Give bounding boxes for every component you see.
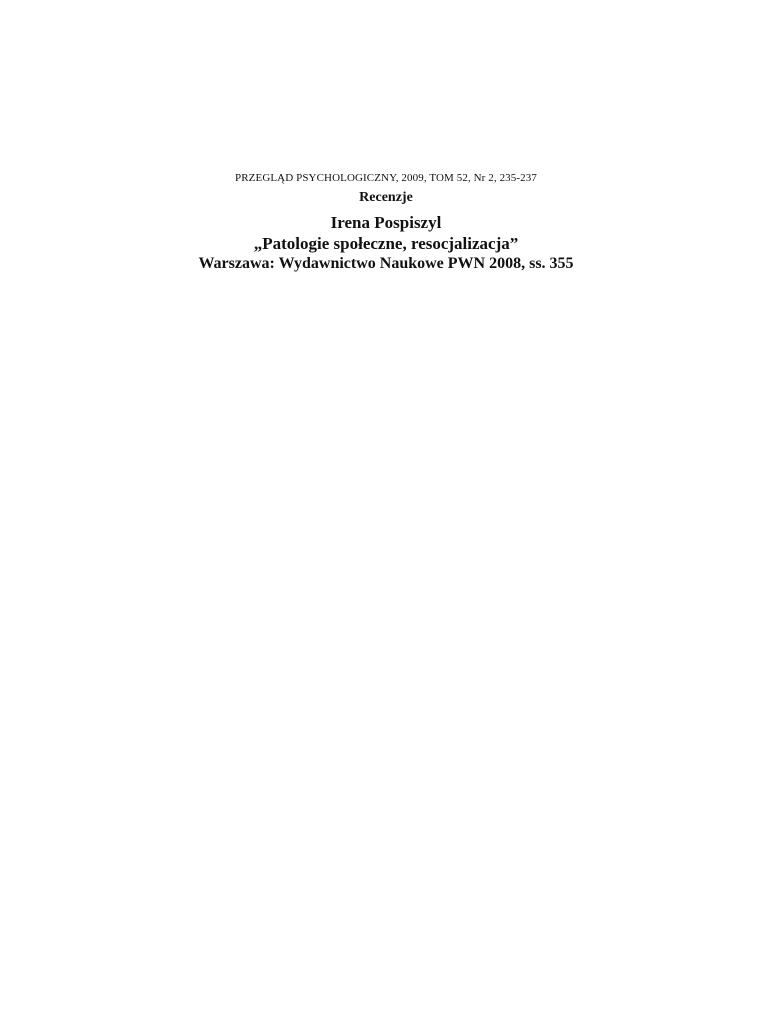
section-label: Recenzje [359,190,413,205]
publisher-line: Warszawa: Wydawnictwo Naukowe PWN 2008, ss. 355 [198,255,574,272]
document-page [148,0,624,1024]
journal-header: PRZEGLĄD PSYCHOLOGICZNY, 2009, TOM 52, Nr 2, 235-237 [235,172,537,184]
book-author: Irena Pospiszyl [330,213,442,232]
review-body [148,294,624,1009]
book-title: „Patologie społeczne, resocjalizacja” [253,234,519,253]
